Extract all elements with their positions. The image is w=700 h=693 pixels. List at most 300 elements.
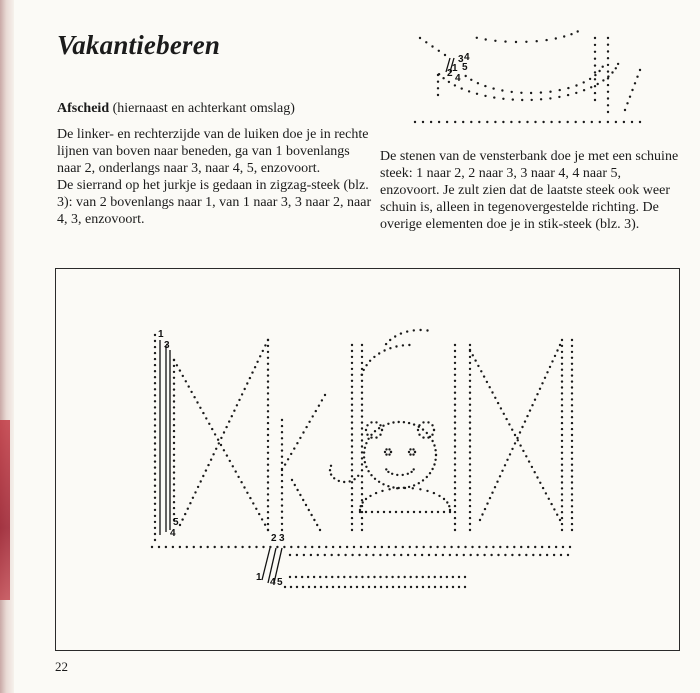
stitch-hole [508, 423, 510, 425]
stitch-hole [464, 576, 466, 578]
stitch-hole [462, 121, 464, 123]
stitch-hole [454, 404, 456, 406]
stitch-hole [351, 404, 353, 406]
stitch-hole [510, 121, 512, 123]
stitch-hole [521, 426, 523, 428]
stitch-hole [536, 40, 538, 42]
stitch-hole [315, 410, 317, 412]
stitch-hole [575, 121, 577, 123]
stitch-hole [267, 345, 269, 347]
stitch-hole [525, 554, 527, 556]
stitch-hole [514, 442, 516, 444]
stitch-hole [281, 443, 283, 445]
stitch-hole [501, 470, 503, 472]
stitch-hole [594, 51, 596, 53]
stitch-hole [534, 546, 536, 548]
stitch-hole [404, 586, 406, 588]
stitch-hole [374, 478, 376, 480]
stitch-hole [469, 433, 471, 435]
stitch-hole [296, 586, 298, 588]
stitch-hole [283, 546, 285, 548]
stitch-hole [594, 99, 596, 101]
stitch-hole [319, 576, 321, 578]
stitch-hole [351, 409, 353, 411]
stitch-hole [561, 440, 563, 442]
stitch-hole [351, 398, 353, 400]
stitch-hole [524, 420, 526, 422]
stitch-hole [305, 504, 307, 506]
stitch-hole [527, 546, 529, 548]
stitch-hole [434, 576, 436, 578]
stitch-hole [561, 351, 563, 353]
stitch-hole [251, 371, 253, 373]
stitch-hole [246, 382, 248, 384]
stitch-hole [440, 576, 442, 578]
stitch-hole [428, 586, 430, 588]
stitch-hole [267, 452, 269, 454]
stitch-hole [305, 426, 307, 428]
stitch-hole [407, 511, 409, 513]
stitch-hole [379, 554, 381, 556]
stitch-hole [504, 464, 506, 466]
stitch-hole [173, 412, 175, 414]
stitch-hole [382, 425, 384, 427]
stitch-hole [301, 576, 303, 578]
stitch-hole [173, 442, 175, 444]
stitch-hole [173, 489, 175, 491]
stitch-hole [561, 434, 563, 436]
stitch-hole [361, 457, 363, 459]
stitch-hole [556, 349, 558, 351]
stitch-hole [469, 493, 471, 495]
stitch-hole [515, 41, 517, 43]
stitch-hole [548, 546, 550, 548]
stitch-hole [179, 524, 181, 526]
stitch-hole [454, 362, 456, 364]
stitch-hole [154, 430, 156, 432]
stitch-hole [536, 393, 538, 395]
stitch-hole [429, 472, 431, 474]
stitch-hole [210, 459, 212, 461]
stitch-hole [561, 422, 563, 424]
stitch-number: 4 [170, 528, 176, 539]
stitch-hole [571, 487, 573, 489]
stitch-hole [358, 554, 360, 556]
stitch-hole [446, 586, 448, 588]
stitch-hole [375, 492, 377, 494]
stitch-hole [154, 521, 156, 523]
stitch-hole [393, 554, 395, 556]
stitch-hole [556, 514, 558, 516]
stitch-hole [381, 546, 383, 548]
stitch-hole [525, 41, 527, 43]
stitch-hole [464, 546, 466, 548]
stitch-hole [474, 359, 476, 361]
stitch-hole [518, 121, 520, 123]
section-heading-note: (hiernaast en achterkant omslag) [112, 101, 295, 116]
stitch-hole [561, 464, 563, 466]
stitch-hole [422, 121, 424, 123]
stitch-hole [351, 439, 353, 441]
stitch-hole [583, 121, 585, 123]
stitch-hole [534, 121, 536, 123]
stitch-hole [571, 428, 573, 430]
stitch-hole [591, 121, 593, 123]
stitch-hole [391, 576, 393, 578]
stitch-hole [501, 89, 503, 91]
stitch-hole [571, 392, 573, 394]
stitch-hole [281, 462, 283, 464]
stitch-hole [408, 422, 410, 424]
stitch-hole [361, 380, 363, 382]
stitch-hole [483, 554, 485, 556]
stitch-hole [607, 50, 609, 52]
stitch-hole [437, 511, 439, 513]
stitch-hole [571, 339, 573, 341]
stitch-hole [267, 529, 269, 531]
stitch-hole [154, 340, 156, 342]
section-heading: Afscheid [57, 101, 110, 116]
stitch-hole [539, 482, 541, 484]
page-title: Vakantieberen [57, 30, 221, 60]
stitch-hole [597, 83, 599, 85]
stitch-hole [477, 365, 479, 367]
stitch-hole [173, 377, 175, 379]
stitch-hole [454, 517, 456, 519]
stitch-hole [531, 404, 533, 406]
stitch-hole [504, 554, 506, 556]
stitch-hole [187, 508, 189, 510]
stitch-hole [434, 459, 436, 461]
stitch-number: 1 [158, 329, 164, 340]
stitch-hole [639, 121, 641, 123]
stitch-hole [173, 477, 175, 479]
stitch-hole [561, 452, 563, 454]
stitch-number: 2 [447, 68, 453, 79]
stitch-hole [468, 90, 470, 92]
stitch-hole [313, 576, 315, 578]
stitch-hole [262, 350, 264, 352]
stitch-hole [373, 576, 375, 578]
stitch-hole [481, 513, 483, 515]
instruction-paragraph-right: De stenen van de vensterbank doe je met een schuine steek: 1 naar 2, 2 naar 3, 3 naar 4, 4 naar 5, enzovoort. Je zult zien dat de laatste steek ook weer schuin is, alleen in tegenovergestelde richting. De overige elementen doe je in stik-steek (blz. 3). [380, 149, 679, 232]
stitch-hole [571, 369, 573, 371]
stitch-hole [388, 453, 390, 455]
stitch-hole [542, 121, 544, 123]
stitch-hole [254, 366, 256, 368]
stitch-hole [494, 121, 496, 123]
stitch-hole [534, 399, 536, 401]
stitch-hole [434, 449, 436, 451]
stitch-hole [437, 81, 439, 83]
stitch-hole [558, 121, 560, 123]
stitch-hole [571, 505, 573, 507]
stitch-hole [154, 388, 156, 390]
stitch-hole [607, 44, 609, 46]
stitch-hole [383, 349, 385, 351]
stitch-hole [457, 546, 459, 548]
stitch-hole [407, 473, 409, 475]
stitch-hole [426, 329, 428, 331]
stitch-hole [318, 546, 320, 548]
stitch-hole [583, 89, 585, 91]
stitch-hole [351, 523, 353, 525]
stitch-hole [261, 518, 263, 520]
stitch-number: 5 [462, 62, 468, 73]
stitch-hole [343, 481, 345, 483]
stitch-hole [154, 400, 156, 402]
stitch-hole [491, 492, 493, 494]
stitch-hole [361, 529, 363, 531]
stitch-hole [522, 450, 524, 452]
stitch-hole [385, 343, 387, 345]
stitch-hole [454, 487, 456, 489]
stitch-hole [531, 466, 533, 468]
stitch-hole [417, 429, 419, 431]
stitch-hole [362, 586, 364, 588]
stitch-hole [437, 94, 439, 96]
stitch-hole [567, 87, 569, 89]
stitch-hole [365, 429, 367, 431]
stitch-hole [372, 554, 374, 556]
stitch-hole [559, 519, 561, 521]
stitch-hole [446, 121, 448, 123]
stitch-hole [444, 54, 446, 56]
stitch-hole [497, 554, 499, 556]
stitch-hole [332, 546, 334, 548]
stitch-hole [361, 517, 363, 519]
stitch-hole [571, 475, 573, 477]
stitch-hole [567, 554, 569, 556]
stitch-hole [403, 421, 405, 423]
stitch-hole [514, 434, 516, 436]
stitch-number: 1 [452, 63, 458, 74]
stitch-hole [615, 67, 617, 69]
stitch-hole [433, 463, 435, 465]
stitch-hole [173, 495, 175, 497]
stitch-hole [284, 463, 286, 465]
stitch-hole [267, 505, 269, 507]
stitch-hole [634, 82, 636, 84]
stitch-hole [561, 374, 563, 376]
stitch-hole [365, 466, 367, 468]
stitch-hole [395, 345, 397, 347]
stitch-hole [255, 546, 257, 548]
stitch-hole [443, 498, 445, 500]
stitch-hole [154, 491, 156, 493]
stitch-hole [560, 554, 562, 556]
stitch-hole [154, 527, 156, 529]
stitch-number: 5 [173, 517, 179, 528]
stitch-hole [413, 423, 415, 425]
stitch-number: 4 [455, 73, 461, 84]
stitch-hole [471, 546, 473, 548]
stitch-hole [407, 554, 409, 556]
stitch-hole [370, 421, 372, 423]
stitch-hole [326, 586, 328, 588]
stitch-hole [365, 554, 367, 556]
stitch-hole [281, 529, 283, 531]
stitch-hole [458, 576, 460, 578]
stitch-hole [173, 460, 175, 462]
stitch-hole [396, 487, 398, 489]
stitch-hole [351, 493, 353, 495]
stitch-hole [173, 388, 175, 390]
stitch-hole [351, 517, 353, 519]
stitch-hole [431, 511, 433, 513]
stitch-hole [472, 354, 474, 356]
stitch-hole [404, 576, 406, 578]
stitch-hole [194, 491, 196, 493]
stitch-hole [154, 382, 156, 384]
stitch-hole [454, 427, 456, 429]
stitch-hole [571, 380, 573, 382]
stitch-hole [426, 490, 428, 492]
stitch-hole [442, 554, 444, 556]
stitch-hole [421, 554, 423, 556]
stitch-hole [607, 84, 609, 86]
stitch-hole [255, 508, 257, 510]
stitch-hole [503, 413, 505, 415]
stitch-hole [361, 469, 363, 471]
stitch-hole [409, 453, 411, 455]
stitch-hole [419, 511, 421, 513]
stitch-hole [506, 459, 508, 461]
stitch-hole [518, 554, 520, 556]
stitch-hole [414, 554, 416, 556]
stitch-hole [623, 121, 625, 123]
stitch-number: 5 [277, 577, 283, 588]
stitch-hole [454, 121, 456, 123]
stitch-hole [639, 69, 641, 71]
stitch-hole [281, 449, 283, 451]
stitch-hole [427, 421, 429, 423]
stitch-hole [476, 554, 478, 556]
stitch-hole [469, 421, 471, 423]
stitch-hole [276, 546, 278, 548]
stitch-hole [281, 511, 283, 513]
stitch-hole [179, 369, 181, 371]
stitch-hole [173, 471, 175, 473]
stitch-hole [404, 487, 406, 489]
stitch-hole [267, 404, 269, 406]
stitch-hole [267, 517, 269, 519]
stitch-hole [281, 498, 283, 500]
stitch-hole [607, 70, 609, 72]
stitch-hole [624, 109, 626, 111]
stitch-hole [617, 63, 619, 65]
stitch-hole [454, 386, 456, 388]
stitch-hole [367, 546, 369, 548]
stitch-hole [513, 546, 515, 548]
stitch-hole [561, 398, 563, 400]
stitch-hole [154, 515, 156, 517]
stitch-hole [296, 442, 298, 444]
stitch-hole [561, 481, 563, 483]
stitch-hole [454, 505, 456, 507]
stitch-hole [483, 375, 485, 377]
stitch-hole [214, 433, 216, 435]
stitch-hole [430, 546, 432, 548]
stitch-hole [293, 447, 295, 449]
stitch-hole [546, 371, 548, 373]
stitch-hole [202, 475, 204, 477]
stitch-hole [215, 448, 217, 450]
stitch-hole [389, 339, 391, 341]
stitch-hole [238, 399, 240, 401]
stitch-hole [550, 121, 552, 123]
stitch-hole [281, 469, 283, 471]
stitch-hole [361, 374, 363, 376]
stitch-hole [598, 70, 600, 72]
stitch-hole [267, 410, 269, 412]
stitch-hole [302, 431, 304, 433]
stitch-hole [442, 77, 444, 79]
stitch-hole [267, 440, 269, 442]
stitch-hole [469, 523, 471, 525]
stitch-hole [176, 364, 178, 366]
stitch-hole [419, 329, 421, 331]
stitch-hole [365, 442, 367, 444]
stitch-hole [281, 504, 283, 506]
stitch-hole [469, 445, 471, 447]
stitch-hole [212, 453, 214, 455]
stitch-hole [443, 511, 445, 513]
stitch-hole [383, 511, 385, 513]
stitch-hole [486, 502, 488, 504]
stitch-hole [369, 360, 371, 362]
stitch-hole [469, 368, 471, 370]
stitch-hole [314, 586, 316, 588]
stitch-hole [454, 374, 456, 376]
stitch-hole [378, 352, 380, 354]
stitch-hole [594, 92, 596, 94]
stitch-hole [351, 362, 353, 364]
stitch-hole [469, 362, 471, 364]
stitch-hole [233, 410, 235, 412]
stitch-hole [154, 412, 156, 414]
stitch-hole [281, 431, 283, 433]
stitch-hole [173, 507, 175, 509]
stitch-hole [422, 576, 424, 578]
stitch-hole [400, 554, 402, 556]
stitch-hole [561, 339, 563, 341]
stitch-hole [205, 469, 207, 471]
stitch-hole [207, 546, 209, 548]
stitch-hole [583, 81, 585, 83]
stitch-hole [443, 546, 445, 548]
stitch-hole [412, 448, 414, 450]
stitch-hole [264, 524, 266, 526]
stitch-hole [499, 546, 501, 548]
stitch-hole [237, 476, 239, 478]
stitch-hole [479, 519, 481, 521]
stitch-hole [469, 356, 471, 358]
stitch-hole [387, 423, 389, 425]
stitch-hole [398, 586, 400, 588]
stitch-hole [370, 474, 372, 476]
stitch-hole [154, 533, 156, 535]
stitch-hole [607, 37, 609, 39]
stitch-hole [484, 95, 486, 97]
stitch-hole [469, 499, 471, 501]
stitch-hole [304, 546, 306, 548]
stitch-hole [413, 468, 415, 470]
stitch-hole [454, 392, 456, 394]
stitch-hole [154, 460, 156, 462]
stitch-hole [267, 481, 269, 483]
stitch-hole [368, 586, 370, 588]
